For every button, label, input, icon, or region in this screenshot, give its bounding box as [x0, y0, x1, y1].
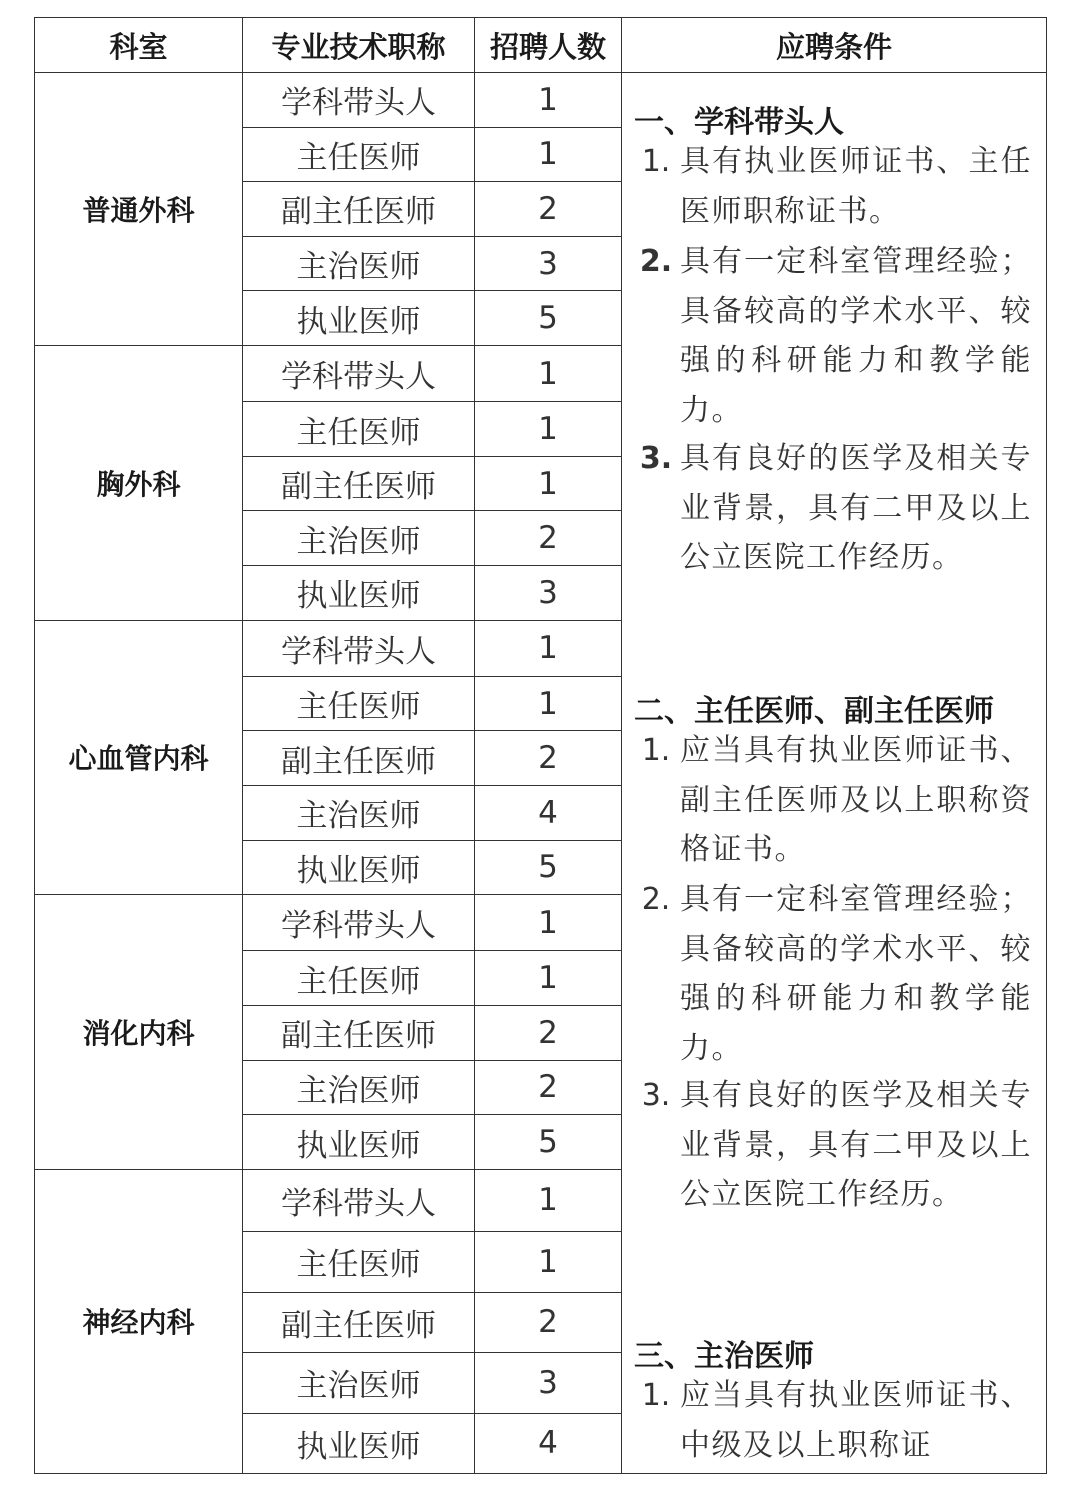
requirement-item [634, 1371, 1032, 1470]
count-cell: 3 [475, 236, 622, 291]
count-cell: 1 [475, 676, 622, 731]
requirement-item [634, 237, 1032, 435]
header-requirements: 应聘条件 [622, 18, 1047, 73]
count-cell: 2 [475, 182, 622, 237]
count-cell: 3 [475, 1353, 622, 1414]
requirement-text: 具有良好的医学及相关专业背景，具有二甲及以上公立医院工作经历。 [680, 441, 1032, 575]
requirement-item [634, 875, 1032, 1073]
title-cell: 副主任医师 [243, 456, 475, 511]
recruitment-table [34, 17, 1047, 1474]
count-cell: 1 [475, 73, 622, 128]
title-cell: 主治医师 [243, 1353, 475, 1414]
title-cell: 学科带头人 [243, 895, 475, 951]
title-cell: 副主任医师 [243, 1292, 475, 1353]
count-cell: 4 [475, 786, 622, 841]
requirement-text: 具有执业医师证书、主任医师职称证书。 [680, 144, 1032, 229]
title-cell: 主治医师 [243, 511, 475, 566]
title-cell: 副主任医师 [243, 731, 475, 786]
requirement-item [634, 137, 1032, 236]
requirement-text: 应当具有执业医师证书、副主任医师及以上职称资格证书。 [680, 733, 1032, 867]
title-cell: 主治医师 [243, 1060, 475, 1115]
requirement-text: 应当具有执业医师证书、中级及以上职称证 [680, 1378, 1032, 1463]
requirements-content [622, 73, 1046, 1473]
requirement-number: 1. [641, 733, 671, 768]
requirement-text: 具有一定科室管理经验；具备较高的学术水平、较强的科研能力和教学能力。 [680, 244, 1032, 428]
count-cell: 2 [475, 1006, 622, 1061]
title-cell: 学科带头人 [243, 1169, 475, 1231]
count-cell: 5 [475, 840, 622, 895]
requirement-section-heading: 一、学科带头人 [634, 105, 844, 140]
department-cell: 神经内科 [35, 1169, 243, 1473]
requirement-item [634, 1071, 1032, 1220]
header-row [35, 18, 1047, 73]
title-cell: 执业医师 [243, 840, 475, 895]
count-cell: 5 [475, 291, 622, 346]
title-cell: 主任医师 [243, 1232, 475, 1293]
title-cell: 学科带头人 [243, 73, 475, 128]
header-dept: 科室 [35, 18, 243, 73]
requirement-section-heading: 二、主任医师、副主任医师 [634, 694, 994, 729]
count-cell: 1 [475, 456, 622, 511]
department-cell: 普通外科 [35, 73, 243, 346]
count-cell: 2 [475, 1292, 622, 1353]
requirement-section-heading: 三、主治医师 [634, 1339, 814, 1374]
requirement-text: 具有良好的医学及相关专业背景，具有二甲及以上公立医院工作经历。 [680, 1078, 1032, 1212]
title-cell: 主任医师 [243, 676, 475, 731]
count-cell: 1 [475, 402, 622, 457]
title-cell: 副主任医师 [243, 182, 475, 237]
count-cell: 1 [475, 127, 622, 182]
title-cell: 学科带头人 [243, 620, 475, 676]
department-cell: 胸外科 [35, 345, 243, 620]
requirement-item [634, 726, 1032, 875]
count-cell: 1 [475, 620, 622, 676]
count-cell: 1 [475, 1169, 622, 1231]
requirement-number: 2. [639, 244, 673, 279]
requirement-text: 具有一定科室管理经验；具备较高的学术水平、较强的科研能力和教学能力。 [680, 882, 1032, 1066]
count-cell: 5 [475, 1115, 622, 1170]
count-cell: 1 [475, 345, 622, 401]
count-cell: 2 [475, 511, 622, 566]
title-cell: 执业医师 [243, 291, 475, 346]
title-cell: 主任医师 [243, 951, 475, 1006]
title-cell: 主任医师 [243, 402, 475, 457]
requirement-number: 2. [641, 882, 671, 917]
requirements-cell [622, 73, 1047, 1474]
count-cell: 3 [475, 566, 622, 621]
title-cell: 执业医师 [243, 1413, 475, 1474]
header-count: 招聘人数 [475, 18, 622, 73]
requirement-item [634, 434, 1032, 583]
count-cell: 1 [475, 895, 622, 951]
title-cell: 执业医师 [243, 1115, 475, 1170]
title-cell: 主治医师 [243, 786, 475, 841]
count-cell: 2 [475, 1060, 622, 1115]
title-cell: 主治医师 [243, 236, 475, 291]
title-cell: 执业医师 [243, 566, 475, 621]
count-cell: 4 [475, 1413, 622, 1474]
table-row [35, 73, 1047, 128]
requirement-number: 1. [641, 144, 671, 179]
requirement-number: 1. [641, 1378, 671, 1413]
title-cell: 主任医师 [243, 127, 475, 182]
title-cell: 学科带头人 [243, 345, 475, 401]
count-cell: 1 [475, 1232, 622, 1293]
title-cell: 副主任医师 [243, 1006, 475, 1061]
department-cell: 消化内科 [35, 895, 243, 1170]
requirement-number: 3. [641, 1078, 671, 1113]
count-cell: 2 [475, 731, 622, 786]
count-cell: 1 [475, 951, 622, 1006]
requirement-number: 3. [639, 441, 673, 476]
header-title: 专业技术职称 [243, 18, 475, 73]
department-cell: 心血管内科 [35, 620, 243, 895]
